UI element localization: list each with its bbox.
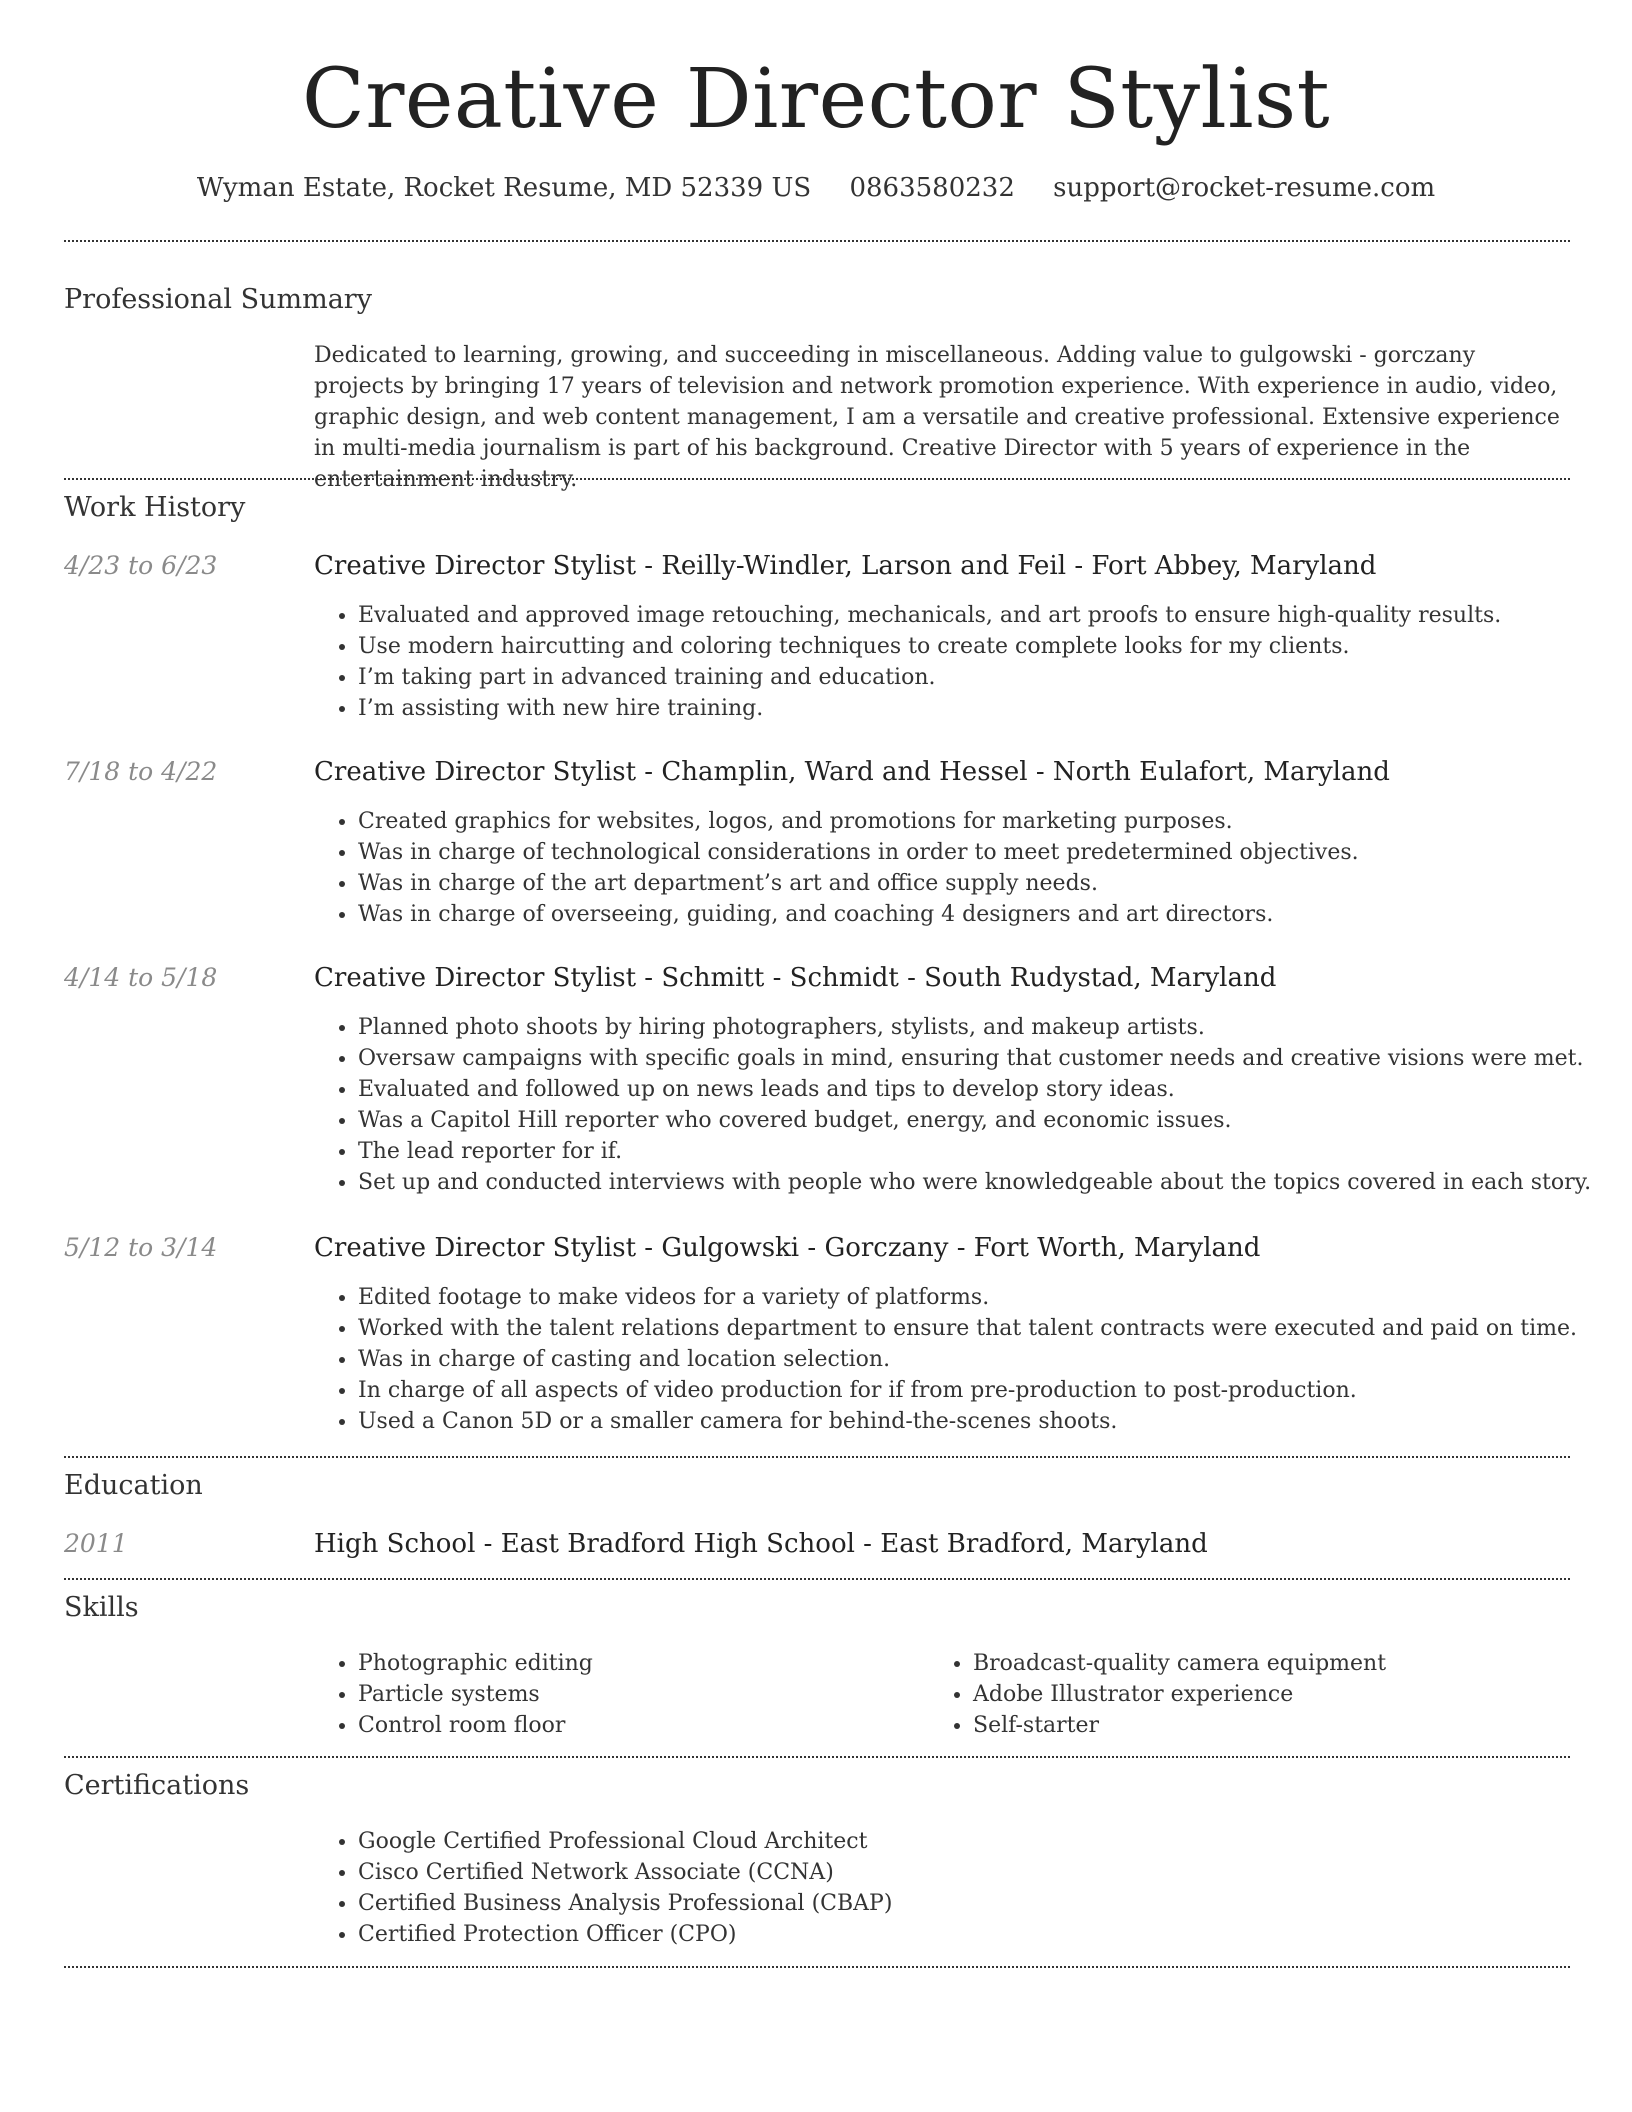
divider xyxy=(64,1966,1570,1968)
skills-list-right xyxy=(929,1648,1386,1741)
candidate-name: Creative Director Stylist xyxy=(301,52,1331,147)
job-dates: 5/12 to 3/14 xyxy=(64,1233,218,1262)
divider xyxy=(64,1456,1570,1458)
job-bullet: • In charge of all aspects of video production for if from pre-production to post-production. xyxy=(358,1375,1577,1406)
skill-item: • Control room floor xyxy=(358,1710,593,1741)
divider xyxy=(64,240,1570,242)
divider xyxy=(64,1756,1570,1758)
job-bullet: • Was in charge of casting and location selection. xyxy=(358,1344,1577,1375)
job-dates: 4/14 to 5/18 xyxy=(64,963,218,992)
divider xyxy=(64,1578,1570,1580)
skill-item: • Self-starter xyxy=(973,1710,1386,1741)
education-year: 2011 xyxy=(64,1529,128,1558)
job-bullet: • Evaluated and followed up on news leads and tips to develop story ideas. xyxy=(358,1074,1591,1105)
skill-item: • Photographic editing xyxy=(358,1648,593,1679)
certification-item: • Cisco Certified Network Associate (CCNA) xyxy=(358,1857,892,1888)
contact-phone: 0863580232 xyxy=(849,173,1015,203)
skill-item: • Broadcast-quality camera equipment xyxy=(973,1648,1386,1679)
skills-list-left xyxy=(314,1648,593,1741)
job-dates: 4/23 to 6/23 xyxy=(64,551,218,580)
contact-address: Wyman Estate, Rocket Resume, MD 52339 US xyxy=(196,173,812,203)
job-bullet: • Use modern haircutting and coloring techniques to create complete looks for my clients. xyxy=(358,631,1501,662)
job-bullet: • I’m taking part in advanced training and education. xyxy=(358,662,1501,693)
skill-item: • Particle systems xyxy=(358,1679,593,1710)
education-entry: High School - East Bradford High School - East Bradford, Maryland xyxy=(314,1529,1208,1559)
certifications-list xyxy=(314,1826,892,1950)
job-heading: Creative Director Stylist - Schmitt - Schmidt - South Rudystad, Maryland xyxy=(314,963,1277,993)
job-bullet: • Was in charge of the art department’s art and office supply needs. xyxy=(358,868,1359,899)
job-bullet: • Worked with the talent relations department to ensure that talent contracts were executed and paid on time. xyxy=(358,1313,1577,1344)
certification-item: • Certified Business Analysis Professional (CBAP) xyxy=(358,1888,892,1919)
job-bullet: • Set up and conducted interviews with people who were knowledgeable about the topics covered in each story. xyxy=(358,1167,1591,1198)
certification-item: • Google Certified Professional Cloud Architect xyxy=(358,1826,892,1857)
section-title-skills: Skills xyxy=(64,1592,139,1623)
section-title-education: Education xyxy=(64,1470,203,1501)
job-heading: Creative Director Stylist - Reilly-Windler, Larson and Feil - Fort Abbey, Maryland xyxy=(314,551,1377,581)
divider xyxy=(64,478,1570,480)
job-bullets xyxy=(314,600,1501,724)
contact-email: support@rocket-resume.com xyxy=(1053,173,1436,203)
job-bullet: • Edited footage to make videos for a variety of platforms. xyxy=(358,1282,1577,1313)
job-bullets xyxy=(314,1012,1591,1198)
job-bullet: • Planned photo shoots by hiring photographers, stylists, and makeup artists. xyxy=(358,1012,1591,1043)
certification-item: • Certified Protection Officer (CPO) xyxy=(358,1919,892,1950)
job-dates: 7/18 to 4/22 xyxy=(64,757,218,786)
job-bullet: • The lead reporter for if. xyxy=(358,1136,1591,1167)
job-heading: Creative Director Stylist - Gulgowski - Gorczany - Fort Worth, Maryland xyxy=(314,1233,1261,1263)
job-bullet: • Was in charge of technological considerations in order to meet predetermined objectives. xyxy=(358,837,1359,868)
section-title-certifications: Certifications xyxy=(64,1770,250,1801)
summary-text: Dedicated to learning, growing, and succeeding in miscellaneous. Adding value to gulgowski - gorczany projects by bringing 17 years of television and network promotion experience. With experience in audio, video, graphic design, and web content management, I am a versatile and creative professional. Extensive experience in multi-media journalism is part of his background. Creative Director with 5 years of experience in the entertainment industry. xyxy=(314,343,1560,492)
skill-item: • Adobe Illustrator experience xyxy=(973,1679,1386,1710)
section-title-summary: Professional Summary xyxy=(64,284,372,315)
job-bullet: • Was a Capitol Hill reporter who covered budget, energy, and economic issues. xyxy=(358,1105,1591,1136)
job-bullet: • Used a Canon 5D or a smaller camera for behind-the-scenes shoots. xyxy=(358,1406,1577,1437)
job-bullets xyxy=(314,806,1359,930)
job-bullet: • Oversaw campaigns with specific goals in mind, ensuring that customer needs and creative visions were met. xyxy=(358,1043,1591,1074)
job-bullet: • I’m assisting with new hire training. xyxy=(358,693,1501,724)
contact-line xyxy=(0,170,1632,206)
job-bullets xyxy=(314,1282,1577,1437)
job-heading: Creative Director Stylist - Champlin, Ward and Hessel - North Eulafort, Maryland xyxy=(314,757,1390,787)
job-bullet: • Created graphics for websites, logos, and promotions for marketing purposes. xyxy=(358,806,1359,837)
job-bullet: • Evaluated and approved image retouching, mechanicals, and art proofs to ensure high-quality results. xyxy=(358,600,1501,631)
section-title-work-history: Work History xyxy=(64,492,246,523)
job-bullet: • Was in charge of overseeing, guiding, and coaching 4 designers and art directors. xyxy=(358,899,1359,930)
